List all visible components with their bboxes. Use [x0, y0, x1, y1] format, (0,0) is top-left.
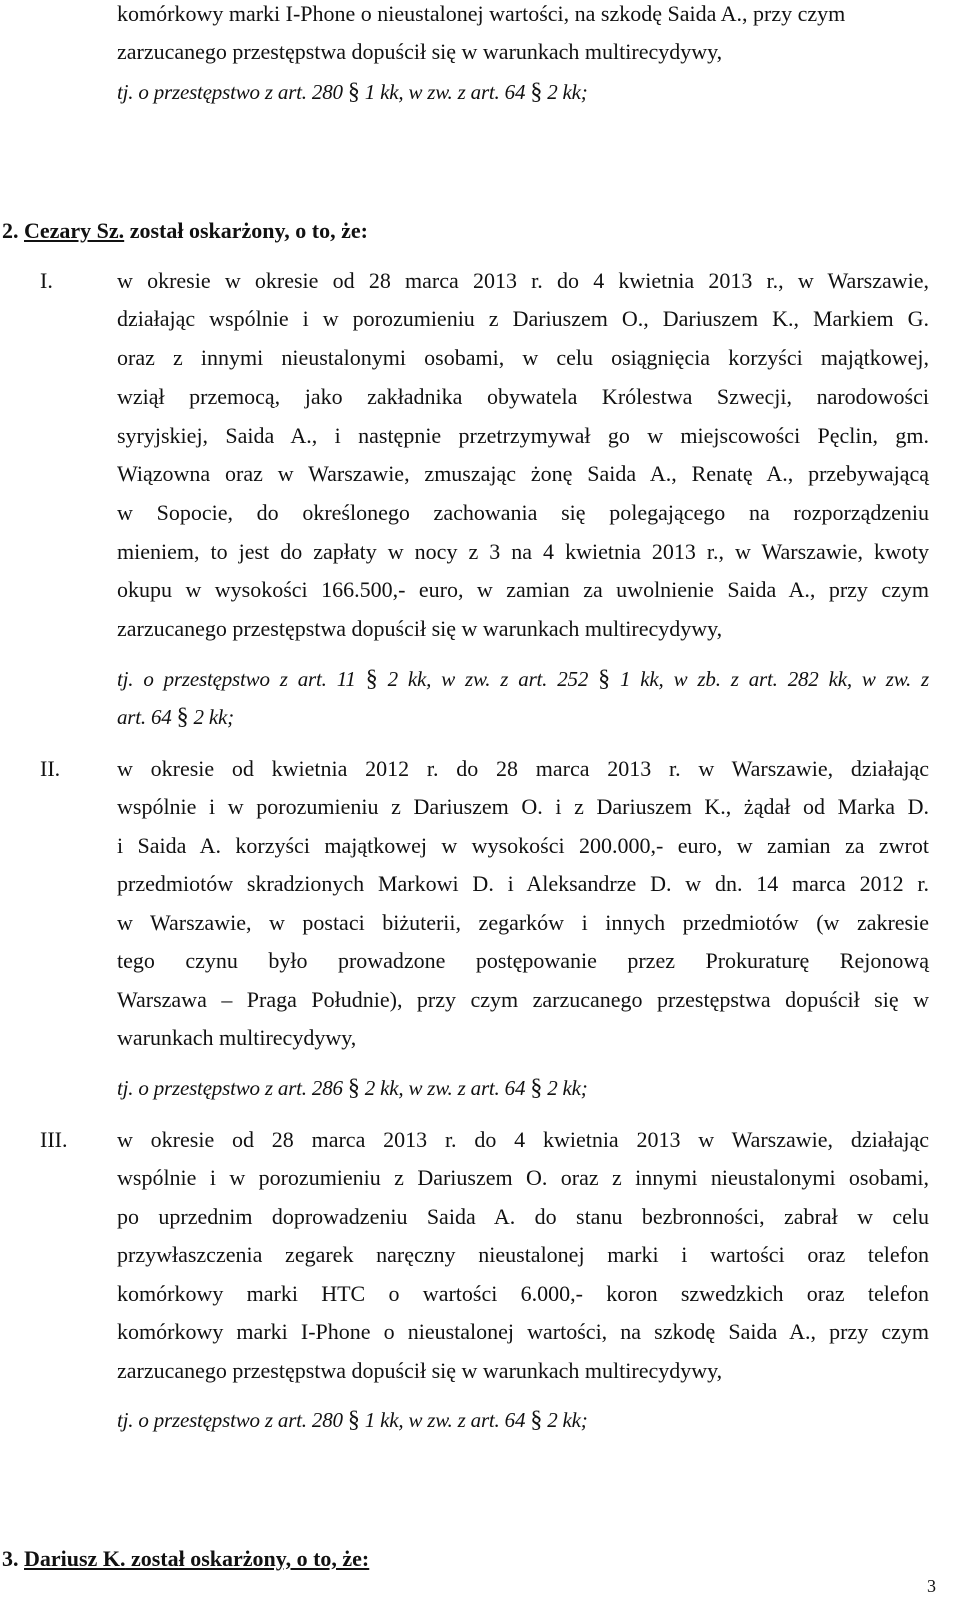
- section-sign-icon: §: [530, 1075, 543, 1101]
- body-line: zarzucanego przestępstwa dopuścił się w warunkach multirecydywy,: [117, 1358, 723, 1383]
- section-sign-icon: §: [347, 1407, 360, 1433]
- body-line: tego czynu było prowadzone postępowanie przez Prokuraturę Rejonową: [117, 948, 929, 973]
- body-line: przedmiotów skradzionych Markowi D. i Aleksandrze D. w dn. 14 marca 2012 r.: [117, 871, 929, 896]
- section-number: 2.: [2, 218, 19, 243]
- body-line: Wiązowna oraz w Warszawie, zmuszając żonę Saida A., Renatę A., przebywającą: [117, 461, 929, 486]
- body-line: zarzucanego przestępstwa dopuścił się w warunkach multirecydywy,: [117, 616, 723, 641]
- body-line: wspólnie i w porozumieniu z Dariuszem O. oraz z innymi nieustalonymi osobami,: [117, 1165, 929, 1190]
- section-number: 3.: [2, 1546, 19, 1571]
- defendant-name: Dariusz K.: [24, 1546, 126, 1571]
- body-line: w okresie od 28 marca 2013 r. do 4 kwietnia 2013 w Warszawie, działając: [117, 1127, 929, 1152]
- body-line: w okresie od kwietnia 2012 r. do 28 marca 2013 r. w Warszawie, działając: [117, 756, 929, 781]
- body-line: oraz z innymi nieustalonymi osobami, w celu osiągnięcia korzyści majątkowej,: [117, 345, 929, 370]
- body-line: przywłaszczenia zegarek naręczny nieustalonej marki i wartości oraz telefon: [117, 1242, 929, 1267]
- body-line: komórkowy marki HTC o wartości 6.000,- koron szwedzkich oraz telefon: [117, 1281, 929, 1306]
- section-sign-icon: §: [530, 79, 543, 105]
- section-sign-icon: §: [176, 704, 189, 730]
- body-line: wziął przemocą, jako zakładnika obywatela Królestwa Szwecji, narodowości: [117, 384, 929, 409]
- body-line: w Warszawie, w postaci biżuterii, zegarków i innych przedmiotów (w zakresie: [117, 910, 929, 935]
- section-sign-icon: §: [598, 666, 610, 692]
- body-line: syryjskiej, Saida A., i następnie przetrzymywał go w miejscowości Pęclin, gm.: [117, 423, 929, 448]
- body-line: w Sopocie, do określonego zachowania się polegającego na rozporządzeniu: [117, 500, 929, 525]
- body-line: zarzucanego przestępstwa dopuścił się w warunkach multirecydywy,: [117, 39, 723, 64]
- body-line: mieniem, to jest do zapłaty w nocy z 3 na 4 kwietnia 2013 r., w Warszawie, kwoty: [117, 539, 929, 564]
- body-line: w okresie w okresie od 28 marca 2013 r. do 4 kwietnia 2013 r., w Warszawie,: [117, 268, 929, 293]
- defendant-name: Cezary Sz.: [24, 218, 125, 243]
- body-line: komórkowy marki I-Phone o nieustalonej wartości, na szkodę Saida A., przy czym: [117, 1, 846, 26]
- page-number: 3: [927, 1576, 936, 1596]
- heading-rest: został oskarżony, o to, że:: [125, 1546, 370, 1571]
- body-line: okupu w wysokości 166.500,- euro, w zamian za uwolnienie Saida A., przy czym: [117, 577, 929, 602]
- item-numeral: II.: [40, 756, 61, 781]
- body-line: komórkowy marki I-Phone o nieustalonej wartości, na szkodę Saida A., przy czym: [117, 1319, 929, 1344]
- legal-basis: tj. o przestępstwo z art. 286 § 2 kk, w zw. z art. 64 § 2 kk;: [117, 1075, 588, 1101]
- legal-basis: tj. o przestępstwo z art. 280 § 1 kk, w zw. z art. 64 § 2 kk;: [117, 79, 588, 105]
- body-line: i Saida A. korzyści majątkowej w wysokości 200.000,- euro, w zamian za zwrot: [117, 833, 929, 858]
- body-line: działając wspólnie i w porozumieniu z Dariuszem O., Dariuszem K., Markiem G.: [117, 306, 929, 331]
- body-line: wspólnie i w porozumieniu z Dariuszem O. i z Dariuszem K., żądał od Marka D.: [117, 794, 929, 819]
- legal-basis: art. 64 § 2 kk;: [117, 704, 234, 730]
- section-sign-icon: §: [365, 666, 378, 692]
- section-sign-icon: §: [530, 1407, 543, 1433]
- body-line: warunkach multirecydywy,: [117, 1025, 357, 1050]
- section-heading: [2, 218, 368, 244]
- body-line: po uprzednim doprowadzeniu Saida A. do stanu bezbronności, zabrał w celu: [117, 1204, 929, 1229]
- item-numeral: III.: [40, 1127, 68, 1152]
- item-numeral: I.: [40, 268, 53, 293]
- section-sign-icon: §: [347, 79, 360, 105]
- heading-rest: został oskarżony, o to, że:: [124, 218, 368, 243]
- section-heading: [2, 1546, 369, 1572]
- body-line: Warszawa – Praga Południe), przy czym zarzucanego przestępstwa dopuścił się w: [117, 987, 929, 1012]
- legal-basis: tj. o przestępstwo z art. 11 § 2 kk, w zw. z art. 252 § 1 kk, w zb. z art. 282 kk, w zw. z: [117, 666, 929, 692]
- section-sign-icon: §: [347, 1075, 360, 1101]
- legal-basis: tj. o przestępstwo z art. 280 § 1 kk, w zw. z art. 64 § 2 kk;: [117, 1407, 588, 1433]
